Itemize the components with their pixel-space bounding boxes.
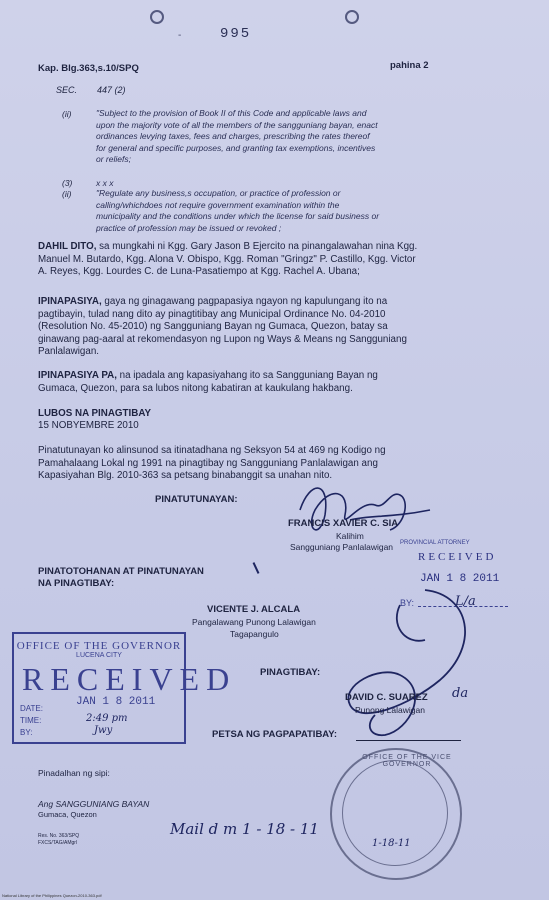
- punch-hole: [345, 10, 359, 24]
- paragraph-dahil-dito: DAHIL DITO, sa mungkahi ni Kgg. Gary Jason B Ejercito na pinangalawahan nina Kgg. Manuel M. Butardo, Kgg. Alona V. Obispo, Kgg. Roman "Gringz" P. Castillo, Kgg. Victor A. Reyes, Kgg. Lourdes C. de Luna-Pasatiempo at Kgg. Rachel A. Ubana;: [38, 241, 418, 278]
- paragraph-ipinapasiya: IPINAPASIYA, gaya ng ginagawang pagpapasiya ngayon ng kapulungang ito na pagtibayin, tulad nang dito ay pinagtitibay ang Municipal Ordinance No. 04-2010 (Resolution No. 45-2010) ng Sangguniang Bayan ng Gumaca, Quezon, batay sa ginawang pag-aaral at rekomendasyon ng Lupon ng Ways & Means ng Sangguniang Panlalawigan.: [38, 296, 407, 358]
- signatory-name-suarez: DAVID C. SUAREZ: [345, 692, 428, 703]
- item-number: (ii): [62, 109, 72, 119]
- attested-label-line2: NA PINAGTIBAY:: [38, 578, 115, 589]
- stamp-date-label: DATE:: [20, 704, 43, 713]
- handwritten-initials: da: [452, 686, 469, 701]
- certification-paragraph: Pinatutunayan ko alinsunod sa itinatadhana ng Seksyon 54 at 469 ng Kodigo ng Pamahalaang Lokal ng 1991 na pinagtibay ng Sangguniang Panlalawigan ang Kapasiyahan Blg. 2010-363 sa petsang binabanggit sa unahan nito.: [38, 445, 386, 482]
- stamp-received-left: RECEIVED: [22, 661, 237, 697]
- signatory-role-alcala: Tagapangulo: [230, 629, 279, 639]
- page-number: 995: [220, 26, 252, 42]
- signatory-title-alcala: Pangalawang Punong Lalawigan: [192, 617, 316, 627]
- signatory-office-sia: Sangguniang Panlalawigan: [290, 542, 394, 552]
- stamp-date-left: JAN 1 8 2011: [76, 696, 156, 708]
- signature-sia: [290, 470, 440, 550]
- pinagtibay-label: PINAGTIBAY:: [260, 667, 321, 678]
- stamp-place: LUCENA CITY: [76, 652, 122, 659]
- section-number: 447 (2): [97, 85, 126, 95]
- date-line: [356, 740, 461, 741]
- seal-inner-ring: [342, 760, 448, 866]
- stamp-by-left: Jwy: [94, 725, 113, 736]
- attested-label-line1: PINATOTOHANAN AT PINATUNAYAN: [38, 566, 204, 577]
- page-mark: -: [178, 30, 182, 41]
- punch-hole: [150, 10, 164, 24]
- footer-text: National Library of the Philippines Quezon-2010-363.pdf: [2, 893, 102, 898]
- item-number: (3): [62, 178, 73, 188]
- copies-label: Pinadalhan ng sipi:: [38, 768, 110, 778]
- received-stamp-governor: [12, 632, 237, 744]
- pinatutunayan-label: PINATUTUNAYAN:: [155, 494, 238, 505]
- pen-mark: [253, 562, 260, 574]
- approval-date: 15 NOBYEMBRE 2010: [38, 420, 139, 431]
- copies-recipient: Ang SANGGUNIANG BAYAN: [38, 799, 150, 809]
- initials-code: FXCS/TAG/AMgrl: [38, 840, 78, 846]
- stamp-initials: L/a: [455, 594, 476, 609]
- stamp-by-label: BY:: [400, 598, 415, 608]
- stamp-date-right: JAN 1 8 2011: [420, 573, 500, 585]
- signatory-title-suarez: Punong Lalawigan: [355, 705, 425, 715]
- stamp-by-label-left: BY:: [20, 728, 33, 737]
- paragraph-ipinapasiya-pa: IPINAPASIYA PA, na ipadala ang kapasiyahang ito sa Sangguniang Bayan ng Gumaca, Quezon, para sa lubos nitong kabatiran at kaukulang hakbang.: [38, 370, 378, 394]
- petsa-label: PETSA NG PAGPAPATIBAY:: [212, 729, 338, 740]
- item-number: (ii): [62, 189, 72, 199]
- signatory-name-alcala: VICENTE J. ALCALA: [207, 604, 301, 615]
- stamp-office: PROVINCIAL ATTORNEY: [400, 540, 470, 546]
- omission-mark: x x x: [96, 178, 114, 188]
- stamp-office-governor: OFFICE OF THE GOVERNOR: [16, 640, 182, 652]
- page-label: pahina 2: [390, 60, 429, 71]
- section-label: SEC.: [56, 85, 78, 95]
- approval-title: LUBOS NA PINAGTIBAY: [38, 408, 152, 419]
- stamp-received-right: RECEIVED: [418, 551, 497, 563]
- quoted-provision-1: "Subject to the provision of Book II of this Code and applicable laws and upon the majority vote of all the members of the sangguniang bayan, enact ordinances levying taxes, fees and charges, prescribing the rates thereof for general and specific purposes, and granting tax exemptions, incentives or reliefs;: [96, 108, 378, 164]
- seal-text: OFFICE OF THE VICE GOVERNOR: [362, 754, 452, 768]
- quoted-provision-2: "Regulate any business,s occupation, or practice of profession or calling/whichdoes not require government examination within the municipality and the conditions under which the license for said business or practice of profession may be issued or revoked ;: [96, 188, 380, 233]
- signatory-name-sia: FRANCIS XAVIER C. SIA: [288, 518, 399, 529]
- copies-place: Gumaca, Quezon: [38, 810, 97, 819]
- reference-number: Kap. Blg.363,s.10/SPQ: [38, 63, 139, 74]
- seal-handwriting: 1-18-11: [372, 838, 411, 849]
- stamp-time-label: TIME:: [20, 716, 42, 725]
- signature-suarez: [330, 585, 480, 745]
- signatory-title-sia: Kalihim: [336, 531, 364, 541]
- reference-code: Res. No. 363/SPQ: [38, 833, 80, 839]
- handwritten-mail-date: Mail d m 1 - 18 - 11: [170, 820, 319, 838]
- stamp-time: 2:49 pm: [86, 713, 128, 724]
